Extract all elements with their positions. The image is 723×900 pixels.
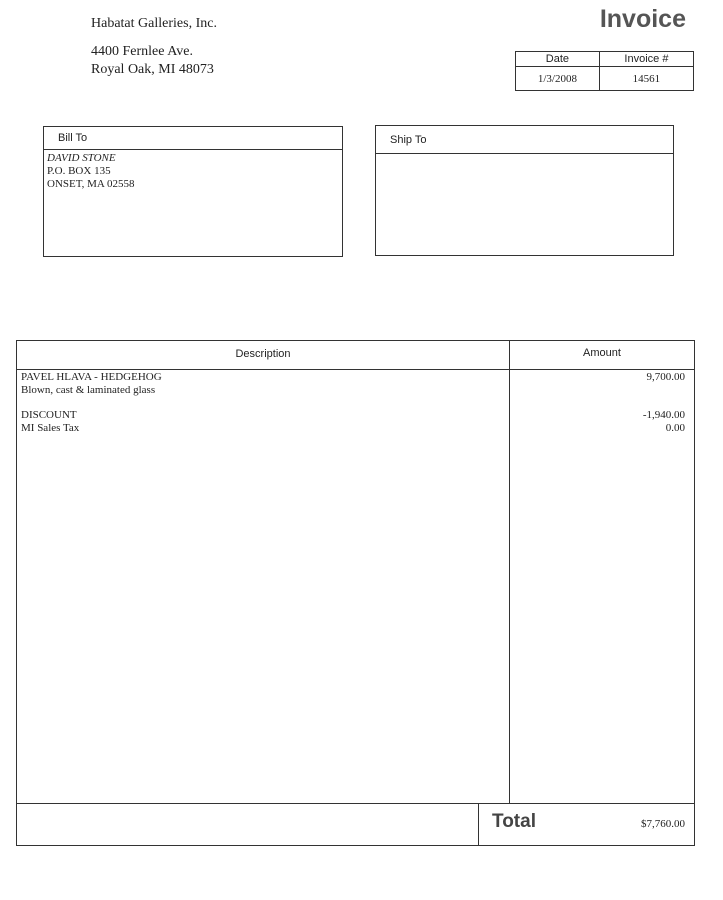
invoice-meta-table <box>515 51 694 91</box>
line-item-amount: 9,700.00 <box>646 371 685 383</box>
ship-to-box <box>375 125 674 256</box>
invoice-date: 1/3/2008 <box>516 67 600 91</box>
bill-to-box <box>43 126 343 257</box>
line-item-description: DISCOUNT <box>21 409 77 421</box>
company-address-line2: Royal Oak, MI 48073 <box>91 62 214 77</box>
invoice-title: Invoice <box>599 5 686 33</box>
amount-header: Amount <box>583 347 621 359</box>
company-name: Habatat Galleries, Inc. <box>91 16 217 31</box>
description-header: Description <box>235 348 291 360</box>
ship-to-label: Ship To <box>376 126 673 154</box>
total-label: Total <box>492 811 536 832</box>
line-item-amount: -1,940.00 <box>642 409 685 421</box>
date-header: Date <box>516 52 600 67</box>
line-item-description <box>21 371 162 397</box>
line-item-title: PAVEL HLAVA - HEDGEHOG <box>21 371 162 383</box>
line-item-description: MI Sales Tax <box>21 422 80 434</box>
line-item-subtitle: Blown, cast & laminated glass <box>21 384 156 396</box>
bill-to-label: Bill To <box>44 127 342 150</box>
line-items-header <box>17 341 694 370</box>
total-cell-divider <box>478 803 479 845</box>
invoice-number-header: Invoice # <box>599 52 693 67</box>
bill-to-address <box>44 150 342 191</box>
company-address-line1: 4400 Fernlee Ave. <box>91 44 193 59</box>
bill-to-name: DAVID STONE <box>47 152 116 164</box>
column-divider <box>509 341 510 803</box>
total-amount: $7,760.00 <box>641 818 685 830</box>
totals-divider <box>17 803 694 804</box>
line-item-amount: 0.00 <box>665 422 685 434</box>
line-items-table <box>16 340 695 846</box>
invoice-number: 14561 <box>599 67 693 91</box>
bill-to-line3: ONSET, MA 02558 <box>47 178 135 190</box>
bill-to-line2: P.O. BOX 135 <box>47 165 111 177</box>
